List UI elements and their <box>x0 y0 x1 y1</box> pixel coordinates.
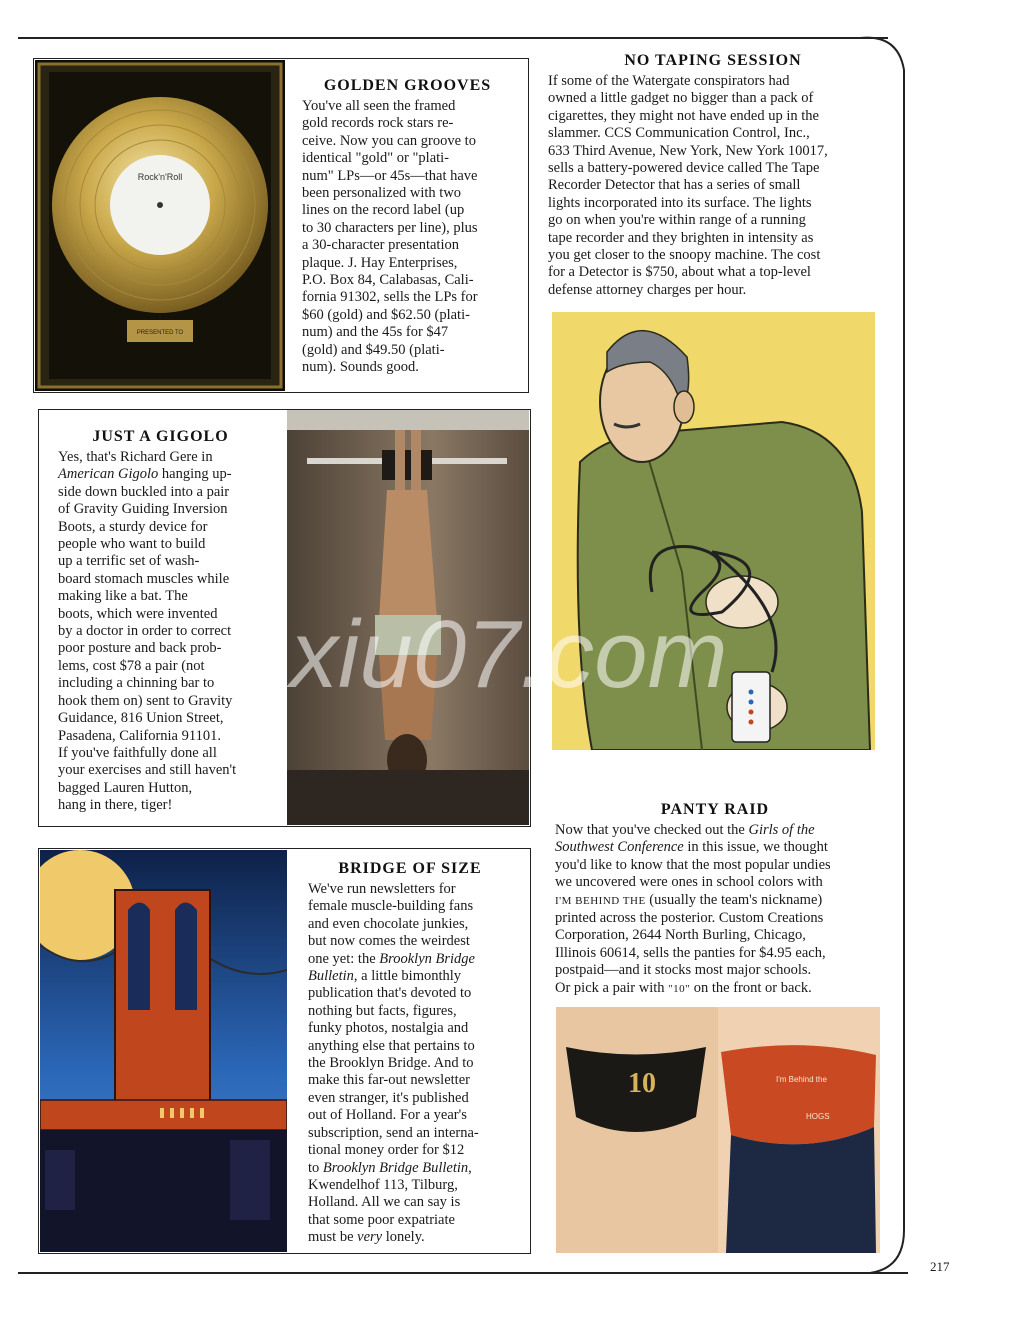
text-line: side down buckled into a pair <box>58 483 230 500</box>
text-line: sells a battery-powered device called The Tape <box>548 160 820 177</box>
text-line: (gold) and $49.50 (plati- <box>302 341 445 358</box>
no-taping-session-text <box>548 73 893 299</box>
text-line: tape recorder and they brighten in intensity as <box>548 229 814 246</box>
gold-record-photo <box>35 60 285 391</box>
text-line: hook them on) sent to Gravity <box>58 692 233 709</box>
text-span: must be <box>308 1229 358 1246</box>
text-line: gold records rock stars re- <box>302 115 454 132</box>
text-span: (usually the team's nickname) <box>645 891 823 908</box>
text-span: on the front or back. <box>690 979 812 996</box>
text-line: boots, which were invented <box>58 605 218 622</box>
text-line: poor posture and back prob- <box>58 640 222 657</box>
publication-title: Brooklyn Bridge <box>379 950 475 967</box>
text-line: Holland. All we can say is <box>308 1194 461 1211</box>
text-line <box>555 839 900 856</box>
text-line: lems, cost $78 a pair (not <box>58 657 205 674</box>
text-line: num) and the 45s for $47 <box>302 324 449 341</box>
text-line: slammer. CCS Communication Control, Inc., <box>548 125 810 142</box>
text-line: If you've faithfully done all <box>58 744 217 761</box>
text-span: Or pick a pair with <box>555 979 669 996</box>
text-line: Boots, a sturdy device for <box>58 518 208 535</box>
text-line: make this far-out newsletter <box>308 1072 470 1089</box>
text-span: hanging up- <box>158 466 232 483</box>
text-span: , <box>468 1159 472 1176</box>
text-line: to 30 characters per line), plus <box>302 219 478 236</box>
text-line <box>555 822 900 839</box>
text-line: publication that's devoted to <box>308 985 472 1002</box>
text-line: for a Detector is $750, about what a top-level <box>548 264 811 281</box>
golden-grooves-text <box>302 98 524 377</box>
text-line: been personalized with two <box>302 185 462 202</box>
text-span: Now that you've checked out the <box>555 822 749 838</box>
text-line <box>308 1229 526 1246</box>
text-line: P.O. Box 84, Calabasas, Cali- <box>302 272 474 289</box>
golden-grooves-title: GOLDEN GROOVES <box>323 77 492 94</box>
text-line <box>58 466 283 483</box>
text-line: by a doctor in order to correct <box>58 623 232 640</box>
text-line: and even chocolate junkies, <box>308 915 469 932</box>
text-line: anything else that pertains to <box>308 1037 475 1054</box>
text-line: $60 (gold) and $62.50 (plati- <box>302 306 470 323</box>
top-rule <box>18 37 888 39</box>
text-line: num). Sounds good. <box>302 359 419 376</box>
text-line: printed across the posterior. Custom Creations <box>555 910 824 927</box>
text-line: including a chinning bar to <box>58 675 215 692</box>
text-line: Recorder Detector that has a series of small <box>548 177 801 194</box>
plaque-text: PRESENTED TO <box>136 330 184 336</box>
inversion-boots-photo <box>287 410 529 825</box>
small-caps-text: I'M BEHIND THE <box>555 894 646 907</box>
text-line: even stranger, it's published <box>308 1089 469 1106</box>
just-a-gigolo-text <box>58 449 283 815</box>
film-title: American Gigolo <box>58 466 159 483</box>
text-line: postpaid—and it stocks most major schools. <box>555 962 812 979</box>
text-line: board stomach muscles while <box>58 570 230 587</box>
text-line: We've run newsletters for <box>308 881 456 897</box>
text-line: If some of the Watergate conspirators had <box>548 73 790 89</box>
just-a-gigolo-title: JUST A GIGOLO <box>92 428 229 445</box>
watermark: xiu07.com <box>290 601 728 708</box>
text-line: plaque. J. Hay Enterprises, <box>302 254 458 271</box>
publication-title: Bulletin <box>308 968 354 985</box>
brooklyn-bridge-illustration <box>40 850 287 1252</box>
text-line <box>308 968 526 985</box>
text-line: you get closer to the snoopy machine. The cost <box>548 247 821 264</box>
text-line: Pasadena, California 91101. <box>58 727 221 744</box>
text-line: a 30-character presentation <box>302 237 459 254</box>
panty-raid-text <box>555 822 900 998</box>
tape-detector-illustration <box>552 312 875 750</box>
text-line: ceive. Now you can groove to <box>302 132 476 149</box>
text-line: tional money order for $12 <box>308 1142 465 1159</box>
feature-title: Southwest Conference <box>555 839 684 856</box>
text-line: 633 Third Avenue, New York, New York 10017, <box>548 142 828 159</box>
text-line: funky photos, nostalgia and <box>308 1020 469 1037</box>
text-line: defense attorney charges per hour. <box>548 281 747 298</box>
text-line: cigarettes, they might not have ended up in the <box>548 107 819 124</box>
text-line: num" LPs—or 45s—that have <box>302 167 478 184</box>
text-span: to <box>308 1159 323 1176</box>
feature-title: Girls of the <box>748 822 815 838</box>
publication-title: Brooklyn Bridge Bulletin <box>322 1159 469 1176</box>
text-line: bagged Lauren Hutton, <box>58 779 193 796</box>
text-line: owned a little gadget no bigger than a pack of <box>548 90 814 107</box>
text-line: subscription, send an interna- <box>308 1124 479 1141</box>
text-line: Illinois 60614, sells the panties for $4.95 each, <box>555 944 826 961</box>
text-line: fornia 91302, sells the LPs for <box>302 289 478 306</box>
text-line: lines on the record label (up <box>302 202 465 219</box>
panty-text-1: I'm Behind the <box>776 1075 827 1084</box>
text-line: You've all seen the framed <box>302 98 456 114</box>
text-span: in this issue, we thought <box>683 839 828 856</box>
text-line: hang in there, tiger! <box>58 797 173 814</box>
text-span: one yet: the <box>308 950 380 967</box>
text-line <box>555 892 900 910</box>
text-span: , a little bimonthly <box>353 968 462 985</box>
text-line <box>555 980 900 998</box>
text-line: Corporation, 2644 North Burling, Chicago, <box>555 927 806 944</box>
text-line: but now comes the weirdest <box>308 933 470 950</box>
bridge-of-size-text <box>308 881 526 1247</box>
text-line: Kwendelhof 113, Tilburg, <box>308 1176 458 1193</box>
text-line: female muscle-building fans <box>308 898 474 915</box>
text-line: of Gravity Guiding Inversion <box>58 501 228 518</box>
text-line: Yes, that's Richard Gere in <box>58 449 213 465</box>
text-line: Guidance, 816 Union Street, <box>58 710 224 727</box>
text-line: go on when you're within range of a running <box>548 212 806 229</box>
text-line: out of Holland. For a year's <box>308 1107 467 1124</box>
text-line <box>308 951 526 968</box>
text-line: identical "gold" or "plati- <box>302 150 450 167</box>
small-caps-text: "10" <box>668 982 691 995</box>
text-line: lights incorporated into its surface. The lights <box>548 194 812 211</box>
text-line: up a terrific set of wash- <box>58 553 200 570</box>
text-line <box>308 1160 526 1177</box>
panty-photo <box>556 1007 880 1253</box>
panty-raid-title: PANTY RAID <box>660 801 770 818</box>
text-line: we uncovered were ones in school colors with <box>555 874 823 891</box>
bridge-of-size-title: BRIDGE OF SIZE <box>338 860 482 877</box>
bottom-rule <box>18 1272 908 1274</box>
record-label-text: Rock'n'Roll <box>137 172 183 182</box>
text-span: lonely. <box>382 1229 425 1246</box>
text-line: you'd like to know that the most popular undies <box>555 856 831 873</box>
panty-text-2: HOGS <box>806 1112 830 1121</box>
text-line: nothing but facts, figures, <box>308 1002 457 1019</box>
text-line: that some poor expatriate <box>308 1211 455 1228</box>
text-line: your exercises and still haven't <box>58 762 237 779</box>
emphasis: very <box>357 1229 383 1246</box>
text-line: making like a bat. The <box>58 588 188 605</box>
text-line: people who want to build <box>58 536 206 553</box>
panty-number: 10 <box>628 1068 656 1099</box>
no-taping-session-title: NO TAPING SESSION <box>624 52 802 69</box>
text-line: the Brooklyn Bridge. And to <box>308 1055 474 1072</box>
page-number: 217 <box>930 1259 950 1274</box>
